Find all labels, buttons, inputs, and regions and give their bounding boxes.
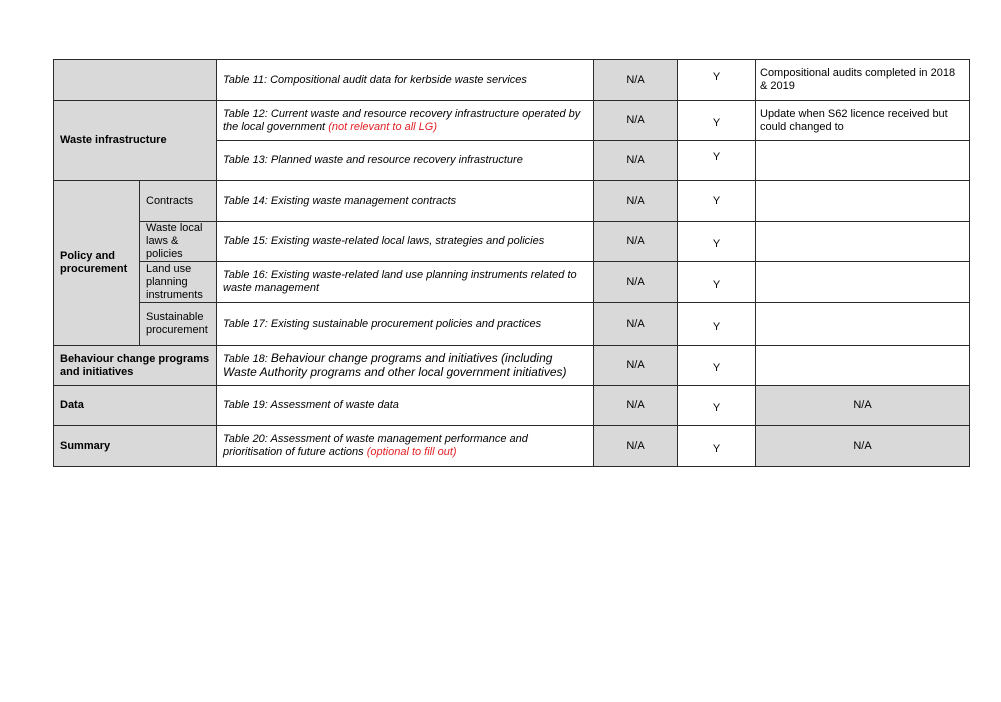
status-cell [678,181,756,222]
table-12-note: (not relevant to all LG) [328,120,438,133]
table-20-description [217,426,594,467]
status-value: Y [712,320,721,333]
comment-cell: N/A [756,426,970,467]
status-value: Y [712,117,721,129]
status-value: Y [712,194,721,207]
comment-cell [756,141,970,181]
baseline-cell: N/A [594,101,678,141]
baseline-cell: N/A [594,426,678,467]
table-row-20 [54,426,970,467]
table-20-text: Table 20: Assessment of waste management performance and prioritisation of future actions [223,433,528,458]
status-cell [678,386,756,426]
category-data: Data [54,386,217,426]
baseline-cell: N/A [594,303,678,346]
baseline-cell: N/A [594,386,678,426]
table-17-description: Table 17: Existing sustainable procurement policies and practices [217,303,594,346]
table-row-12 [54,101,970,141]
comment-cell: Update when S62 licence received but could changed to [756,101,970,141]
table-20-note: (optional to fill out) [366,446,457,458]
comment-cell: N/A [756,386,970,426]
comment-cell [756,181,970,222]
baseline-cell: N/A [594,222,678,262]
table-19-description: Table 19: Assessment of waste data [217,386,594,426]
status-cell [678,222,756,262]
table-12-description [217,101,594,141]
table-18-prefix: Table 18: [223,352,268,365]
baseline-cell: N/A [594,346,678,386]
category-waste-infrastructure: Waste infrastructure [54,101,217,181]
status-value: Y [712,70,721,83]
comment-cell [756,303,970,346]
table-18-text: Behaviour change programs and initiatives (including Waste Authority programs and other local government initiatives) [223,350,567,379]
table-row-18 [54,346,970,386]
status-cell [678,262,756,303]
waste-plan-checklist-table [53,59,970,467]
status-value: Y [712,442,721,455]
table-row-14 [54,181,970,222]
category-policy-procurement: Policy and procurement [54,181,140,346]
comment-cell [756,262,970,303]
table-11-description: Table 11: Compositional audit data for kerbside waste services [217,60,594,101]
subcategory-contracts: Contracts [140,181,217,222]
baseline-cell: N/A [594,141,678,181]
table-row-11 [54,60,970,101]
baseline-cell: N/A [594,181,678,222]
status-cell [678,426,756,467]
subcategory-land-use-planning: Land use planning instruments [140,262,217,303]
status-cell [678,101,756,141]
status-value: Y [712,278,721,291]
subcategory-waste-local-laws: Waste local laws & policies [140,222,217,262]
status-cell [678,60,756,101]
status-value: Y [712,362,721,374]
table-row-16 [54,262,970,303]
category-summary: Summary [54,426,217,467]
table-row-15 [54,222,970,262]
table-16-description: Table 16: Existing waste-related land use planning instruments related to waste management [217,262,594,303]
category-behaviour-change: Behaviour change programs and initiatives [54,346,217,386]
status-value: Y [712,238,721,250]
category-cell-empty [54,60,217,101]
status-cell [678,303,756,346]
table-15-description: Table 15: Existing waste-related local laws, strategies and policies [217,222,594,262]
subcategory-sustainable-procurement: Sustainable procurement [140,303,217,346]
comment-cell [756,346,970,386]
table-18-description [217,346,594,386]
baseline-cell: N/A [594,262,678,303]
status-value: Y [712,402,721,414]
table-14-description: Table 14: Existing waste management contracts [217,181,594,222]
table-row-17 [54,303,970,346]
table-12-text: Table 12: Current waste and resource recovery infrastructure operated by the local government [223,107,581,133]
status-cell [678,346,756,386]
comment-cell: Compositional audits completed in 2018 & 2019 [756,60,970,101]
baseline-cell: N/A [594,60,678,101]
table-row-19 [54,386,970,426]
comment-cell [756,222,970,262]
status-value: Y [712,151,721,163]
status-cell [678,141,756,181]
table-13-description: Table 13: Planned waste and resource recovery infrastructure [217,141,594,181]
